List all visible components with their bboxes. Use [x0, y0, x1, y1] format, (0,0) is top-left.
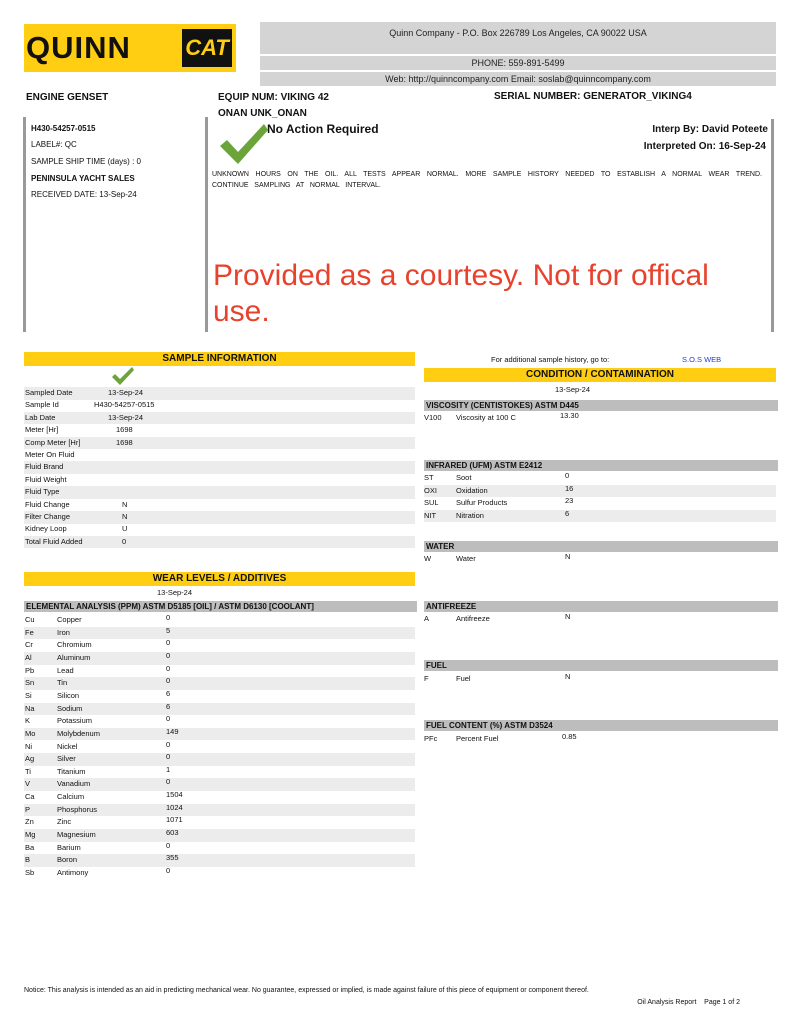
sample-info-row: [24, 412, 415, 425]
element-name: Phosphorus: [57, 804, 98, 814]
sample-info-label: Fluid Change: [25, 499, 70, 509]
element-code: Sn: [25, 678, 35, 688]
element-code: ST: [424, 473, 434, 482]
element-value: N: [565, 672, 571, 681]
left-divider: [23, 117, 26, 332]
sample-info-value: 1698: [116, 437, 133, 447]
table-row: [24, 867, 415, 880]
sample-info-label: Meter On Fluid: [25, 450, 75, 459]
element-value: 0: [166, 739, 171, 749]
elemental-header: ELEMENTAL ANALYSIS (PPM) ASTM D5185 [OIL] / ASTM D6130 [COOLANT]: [24, 601, 417, 612]
sample-info-value: 13-Sep-24: [108, 388, 144, 397]
element-value: 1504: [166, 790, 183, 800]
element-name: Soot: [456, 473, 472, 482]
element-name: Oxidation: [456, 485, 488, 495]
element-name: Molybdenum: [57, 728, 100, 738]
table-row: [24, 778, 415, 791]
cat-logo: CAT: [182, 29, 232, 67]
element-name: Calcium: [57, 792, 85, 802]
element-value: N: [565, 612, 571, 621]
sample-info-label: Sampled Date: [25, 388, 73, 397]
table-row: [24, 766, 415, 779]
table-row: [24, 791, 415, 804]
table-row: [424, 613, 776, 626]
sample-info-value: 0: [122, 536, 127, 546]
ship-time: SAMPLE SHIP TIME (days) : 0: [31, 157, 141, 166]
equip-num: EQUIP NUM: VIKING 42: [218, 92, 329, 103]
sample-info-value: H430-54257-0515: [94, 400, 155, 410]
sample-info-value: U: [122, 524, 128, 534]
element-value: 16: [565, 483, 574, 493]
checkmark-icon: [218, 122, 270, 166]
table-row: [24, 854, 415, 867]
table-row: [24, 690, 415, 703]
element-code: Mg: [25, 830, 36, 840]
table-row: [24, 715, 415, 728]
element-name: Nitration: [456, 510, 484, 520]
element-code: NIT: [424, 510, 437, 520]
table-row: [424, 412, 776, 425]
history-text: For additional sample history, go to:: [491, 355, 610, 364]
condition-date: 13-Sep-24: [555, 385, 591, 394]
element-code: W: [424, 554, 432, 563]
table-row: [24, 741, 415, 754]
element-code: Mo: [25, 728, 36, 738]
element-name: Silver: [57, 754, 76, 764]
element-value: 0: [166, 777, 171, 787]
received-date: RECEIVED DATE: 13-Sep-24: [31, 190, 137, 199]
sample-info-label: Fluid Weight: [25, 474, 67, 484]
wear-date: 13-Sep-24: [157, 588, 193, 597]
element-code: Al: [25, 652, 32, 662]
element-value: 0: [166, 613, 171, 622]
element-name: Titanium: [57, 766, 86, 776]
sample-info-value: 13-Sep-24: [108, 412, 144, 422]
element-code: Fe: [25, 627, 34, 637]
element-name: Copper: [57, 615, 82, 624]
element-code: A: [424, 614, 430, 623]
element-name: Antimony: [57, 868, 89, 877]
table-row: [24, 816, 415, 829]
viscosity-header: VISCOSITY (CENTISTOKES) ASTM D445: [424, 400, 778, 411]
element-value: 603: [166, 828, 179, 838]
sample-info-row: [24, 474, 415, 487]
table-row: [24, 614, 415, 627]
element-value: 13.30: [560, 411, 579, 420]
table-row: [24, 753, 415, 766]
element-code: P: [25, 804, 31, 814]
table-row: [24, 842, 415, 855]
page-number: Oil Analysis Report Page 1 of 2: [637, 999, 740, 1006]
courtesy-watermark: Provided as a courtesy. Not for offical use.: [213, 259, 709, 328]
element-value: 149: [166, 726, 179, 736]
element-value: 355: [166, 853, 179, 863]
sample-info-label: Kidney Loop: [25, 524, 67, 534]
table-row: [24, 804, 415, 817]
sample-info-table: [24, 387, 415, 557]
element-code: Sb: [25, 868, 35, 877]
element-value: 0: [166, 638, 171, 648]
element-code: K: [25, 716, 31, 726]
element-value: 0: [565, 471, 570, 480]
element-name: Percent Fuel: [456, 734, 499, 743]
sample-info-value: 1698: [116, 425, 133, 435]
element-value: 0: [166, 650, 171, 660]
company-web: Web: http://quinncompany.com Email: soslab@quinncompany.com: [260, 72, 776, 86]
sample-info-row: [24, 387, 415, 400]
element-code: Pb: [25, 665, 35, 675]
element-code: Ni: [25, 741, 33, 751]
sample-info-row: [24, 523, 415, 536]
wear-header: WEAR LEVELS / ADDITIVES: [24, 572, 415, 586]
table-row: [24, 639, 415, 652]
element-name: Tin: [57, 678, 68, 688]
sample-info-label: Meter [Hr]: [25, 425, 59, 435]
element-name: Iron: [57, 627, 70, 637]
table-row: [24, 627, 415, 640]
element-code: OXI: [424, 485, 437, 495]
element-code: B: [25, 855, 31, 865]
sample-info-label: Fluid Type: [25, 487, 60, 497]
serial-number: SERIAL NUMBER: GENERATOR_VIKING4: [494, 91, 692, 102]
table-row: [24, 829, 415, 842]
table-row: [424, 553, 776, 566]
element-value: 0: [166, 866, 171, 875]
element-name: Lead: [57, 665, 74, 675]
element-code: Zn: [25, 817, 34, 827]
element-code: Ti: [25, 766, 31, 776]
sample-check-icon: [111, 366, 135, 386]
element-value: 0: [166, 663, 171, 673]
element-code: Ag: [25, 754, 35, 764]
element-value: N: [565, 552, 571, 561]
element-value: 0.85: [562, 732, 577, 741]
element-code: Na: [25, 703, 35, 713]
fuel-header: FUEL: [424, 660, 778, 671]
sample-info-row: [24, 437, 415, 450]
sample-info-label: Total Fluid Added: [25, 536, 83, 546]
interp-by: Interp By: David Poteete: [652, 124, 768, 135]
element-code: V100: [424, 413, 442, 422]
infrared-header: INFRARED (UFM) ASTM E2412: [424, 460, 778, 471]
element-name: Antifreeze: [456, 614, 490, 623]
element-code: SUL: [424, 498, 439, 508]
sample-info-label: Filter Change: [25, 512, 71, 521]
antifreeze-header: ANTIFREEZE: [424, 601, 778, 612]
condition-header: CONDITION / CONTAMINATION: [424, 368, 776, 382]
element-value: 0: [166, 676, 171, 686]
sample-id: H430-54257-0515: [31, 124, 96, 133]
element-code: F: [424, 674, 429, 683]
element-code: PFc: [424, 734, 438, 743]
element-code: Si: [25, 690, 32, 700]
table-row: [24, 665, 415, 678]
fuel-content-header: FUEL CONTENT (%) ASTM D3524: [424, 720, 778, 731]
element-name: Silicon: [57, 690, 80, 700]
element-code: Ca: [25, 792, 35, 802]
sample-info-row: [24, 449, 415, 462]
table-row: [424, 510, 776, 523]
element-value: 23: [565, 496, 574, 506]
table-row: [424, 485, 776, 498]
element-name: Aluminum: [57, 652, 91, 662]
sample-info-row: [24, 536, 415, 549]
sample-info-value: N: [122, 512, 128, 521]
sample-info-row: [24, 499, 415, 512]
element-code: Ba: [25, 842, 35, 852]
element-name: Boron: [57, 855, 78, 865]
sample-info-header: SAMPLE INFORMATION: [24, 352, 415, 366]
element-name: Fuel: [456, 674, 471, 683]
company-phone: PHONE: 559-891-5499: [260, 56, 776, 70]
element-name: Zinc: [57, 817, 72, 827]
sos-web-link[interactable]: S.O.S WEB: [682, 355, 722, 364]
element-name: Nickel: [57, 741, 78, 751]
table-row: [24, 652, 415, 665]
company-address: Quinn Company - P.O. Box 226789 Los Angeles, CA 90022 USA: [260, 22, 776, 54]
element-name: Sodium: [57, 703, 83, 713]
logo-text: QUINN: [26, 30, 131, 65]
unit-type: ENGINE GENSET: [26, 92, 109, 103]
table-row: [24, 728, 415, 741]
interpretation-comment: UNKNOWN HOURS ON THE OIL. ALL TESTS APPEAR NORMAL. MORE SAMPLE HISTORY NEEDED TO ESTABLISH A NORMAL WEAR TREND. CONTINUE SAMPLING AT NORMAL INTERVAL.: [212, 171, 762, 189]
element-value: 6: [166, 701, 171, 711]
element-value: 1: [166, 764, 171, 774]
element-code: V: [25, 779, 31, 789]
table-row: [424, 673, 776, 686]
element-value: 1071: [166, 815, 183, 825]
table-row: [24, 677, 415, 690]
unit-model: ONAN UNK_ONAN: [218, 108, 307, 119]
water-header: WATER: [424, 541, 778, 552]
status-text: No Action Required: [267, 122, 379, 136]
sample-info-row: [24, 511, 415, 524]
sample-info-label: Fluid Brand: [25, 462, 64, 472]
element-value: 0: [166, 840, 171, 850]
element-value: 1024: [166, 802, 183, 812]
table-row: [424, 472, 776, 485]
sample-info-value: N: [122, 499, 128, 509]
element-name: Chromium: [57, 640, 92, 650]
element-code: Cu: [25, 615, 35, 624]
footer-notice: Notice: This analysis is intended as an aid in predicting mechanical wear. No guarantee, expressed or implied, is made against failure of this piece of equipment or component thereof.: [24, 987, 589, 994]
element-name: Viscosity at 100 C: [456, 413, 516, 422]
middle-divider: [205, 117, 208, 332]
table-row: [424, 733, 776, 746]
table-row: [424, 497, 776, 510]
element-name: Magnesium: [57, 830, 96, 840]
sample-info-row: [24, 424, 415, 437]
customer-name: PENINSULA YACHT SALES: [31, 174, 135, 183]
element-name: Vanadium: [57, 779, 91, 789]
element-value: 0: [166, 714, 171, 724]
element-value: 6: [166, 688, 171, 698]
element-name: Sulfur Products: [456, 498, 508, 508]
element-name: Barium: [57, 842, 81, 852]
interp-on: Interpreted On: 16-Sep-24: [643, 141, 766, 152]
sample-info-label: Lab Date: [25, 412, 56, 422]
table-row: [24, 703, 415, 716]
element-value: 5: [166, 625, 171, 635]
sample-info-row: [24, 461, 415, 474]
element-value: 0: [166, 752, 171, 762]
right-divider: [771, 119, 774, 332]
sample-info-row: [24, 399, 415, 412]
element-name: Potassium: [57, 716, 93, 726]
element-value: 6: [565, 508, 570, 518]
label-number: LABEL#: QC: [31, 140, 77, 149]
sample-info-label: Comp Meter [Hr]: [25, 437, 81, 447]
element-code: Cr: [25, 640, 33, 650]
sample-info-row: [24, 486, 415, 499]
element-name: Water: [456, 554, 476, 563]
sample-info-label: Sample Id: [25, 400, 59, 410]
